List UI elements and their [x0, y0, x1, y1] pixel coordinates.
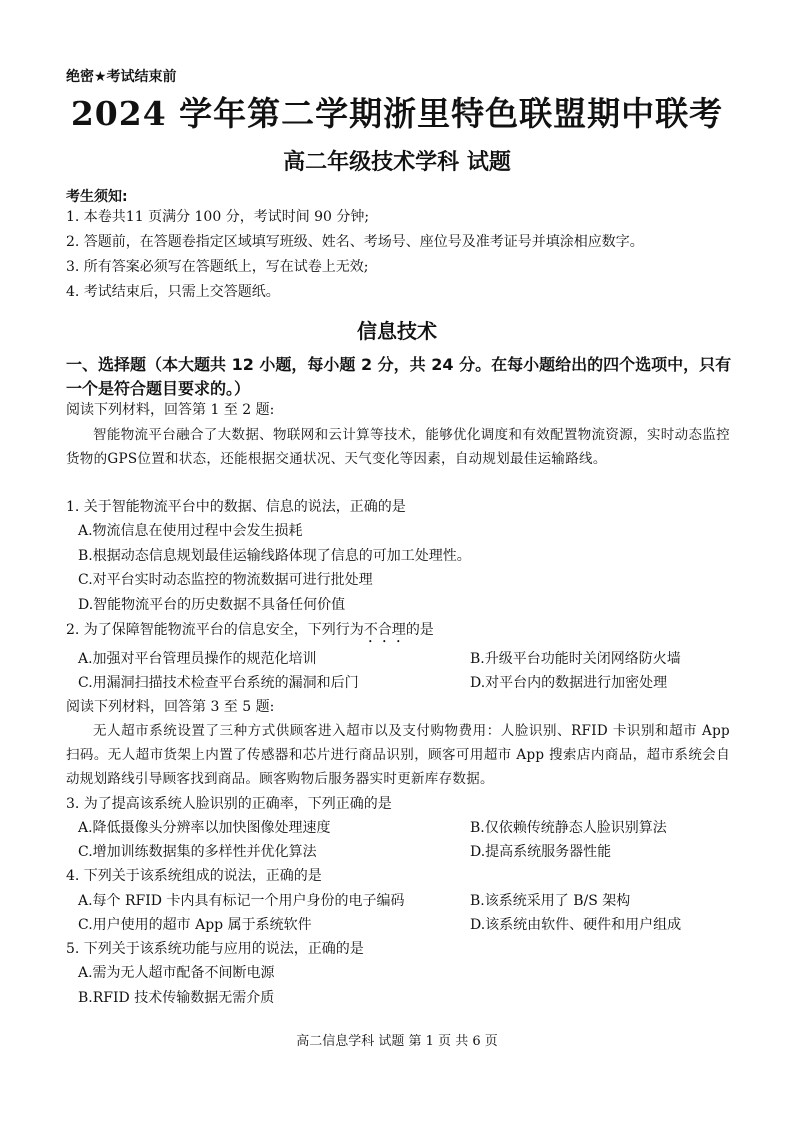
page-footer: 高二信息学科 试题 第 1 页 共 6 页 — [296, 1034, 498, 1049]
q4-option-a: A.每个 RFID 卡内具有标记一个用户身份的电子编码 — [78, 893, 405, 909]
q1-stem: 1. 关于智能物流平台中的数据、信息的说法，正确的是 — [66, 499, 406, 515]
q1-option-d: D.智能物流平台的历史数据不具备任何价值 — [78, 597, 346, 613]
exam-subtitle: 高二年级技术学科 试题 — [283, 150, 511, 175]
q4-option-b: B.该系统采用了 B/S 架构 — [470, 893, 631, 909]
q1-option-b: B.根据动态信息规划最佳运输线路体现了信息的可加工处理性。 — [78, 548, 471, 564]
notice-item-2: 2. 答题前，在答题卷指定区域填写班级、姓名、考场号、座位号及准考证号并填涂相应数字。 — [66, 234, 644, 250]
q2-stem-pre: 2. 为了保障智能物流平台的信息安全，下列行为 — [66, 622, 364, 638]
q3-option-a: A.降低摄像头分辨率以加快图像处理速度 — [78, 820, 331, 836]
q4-stem: 4. 下列关于该系统组成的说法，正确的是 — [66, 868, 322, 884]
q2-option-d: D.对平台内的数据进行加密处理 — [470, 675, 668, 691]
part1-heading: 一、选择题（本大题共 12 小题，每小题 2 分，共 24 分。在每小题给出的四个选项中，只有一个是符合题目要求的。） — [66, 355, 732, 398]
q1-option-c: C.对平台实时动态监控的物流数据可进行批处理 — [78, 572, 373, 588]
q2-stem-emphasis: 不合理 — [363, 622, 406, 638]
section-title: 信息技术 — [357, 319, 437, 343]
q3-stem: 3. 为了提高该系统人脸识别的正确率，下列正确的是 — [66, 796, 392, 812]
reading2-text: 无人超市系统设置了三种方式供顾客进入超市以及支付购物费用：人脸识别、RFID 卡识别和超市 App 扫码。无人超市货架上内置了传感器和芯片进行商品识别，顾客可用超市 App 搜索店内商品，超市系统会自动规划路线引导顾客找到商品。顾客购物后服务器实时更新库存数据。 — [66, 723, 730, 787]
notice-item-4: 4. 考试结束后，只需上交答题纸。 — [66, 284, 280, 300]
q2-stem — [66, 620, 434, 646]
q2-option-c: C.用漏洞扫描技术检查平台系统的漏洞和后门 — [78, 675, 359, 691]
q3-option-d: D.提高系统服务器性能 — [470, 844, 612, 860]
q1-option-a: A.物流信息在使用过程中会发生损耗 — [78, 523, 303, 539]
q4-option-c: C.用户使用的超市 App 属于系统软件 — [78, 917, 312, 933]
q2-option-a: A.加强对平台管理员操作的规范化培训 — [78, 651, 317, 667]
q2-stem-post: 的是 — [405, 622, 434, 638]
q5-option-b: B.RFID 技术传输数据无需介质 — [78, 990, 275, 1006]
q2-option-b: B.升级平台功能时关闭网络防火墙 — [470, 651, 681, 667]
reading1-text: 智能物流平台融合了大数据、物联网和云计算等技术，能够优化调度和有效配置物流资源，实时动态监控货物的GPS位置和状态，还能根据交通状况、天气变化等因素，自动规划最佳运输路线。 — [66, 427, 730, 467]
q3-option-b: B.仅依赖传统静态人脸识别算法 — [470, 820, 667, 836]
notice-item-3: 3. 所有答案必须写在答题纸上，写在试卷上无效; — [66, 259, 369, 275]
q5-option-a: A.需为无人超市配备不间断电源 — [78, 965, 275, 981]
reading2-intro: 阅读下列材料，回答第 3 至 5 题: — [66, 699, 275, 715]
exam-title: 2024 学年第二学期浙里特色联盟期中联考 — [70, 94, 724, 133]
q4-option-d: D.该系统由软件、硬件和用户组成 — [470, 917, 682, 933]
notice-item-1: 1. 本卷共11 页满分 100 分，考试时间 90 分钟; — [66, 209, 370, 225]
q3-option-c: C.增加训练数据集的多样性并优化算法 — [78, 844, 317, 860]
q5-stem: 5. 下列关于该系统功能与应用的说法，正确的是 — [66, 941, 364, 957]
reading1-intro: 阅读下列材料，回答第 1 至 2 题: — [66, 402, 275, 418]
notice-heading: 考生须知: — [66, 189, 128, 205]
confidential-label: 绝密★考试结束前 — [66, 69, 177, 85]
